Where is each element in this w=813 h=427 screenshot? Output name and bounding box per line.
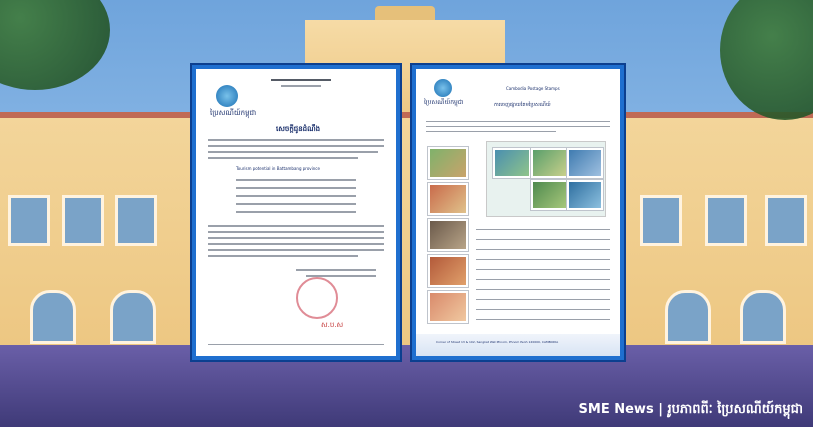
emblem-icon xyxy=(216,85,238,107)
souvenir-sheet xyxy=(486,141,606,217)
letter-text-line xyxy=(236,195,356,197)
brochure-text-line xyxy=(426,126,610,127)
letter-text-line xyxy=(208,237,384,239)
stamp-image xyxy=(531,180,569,210)
photo-caption: SME News | រូបភាពពីៈ ប្រៃសណីយ៍កម្ពុជា xyxy=(578,402,803,417)
letter-text-line xyxy=(208,157,358,159)
letter-text-line xyxy=(208,249,384,251)
window xyxy=(115,195,157,246)
emblem-icon xyxy=(434,79,452,97)
letter-text-line xyxy=(236,179,356,181)
letter-text-line xyxy=(208,243,384,245)
letter-text-line xyxy=(208,255,358,257)
official-seal xyxy=(296,277,338,319)
stamp-image xyxy=(567,180,603,210)
detail-row xyxy=(476,229,610,230)
letter-org: ប្រៃសណីយ៍កម្ពុជា xyxy=(210,109,257,117)
detail-row xyxy=(476,259,610,260)
arched-window xyxy=(30,290,76,344)
brochure-title: ការចេញផ្សាយតែមប្រៃសណីយ៍ xyxy=(494,102,551,108)
letter-header-line xyxy=(281,85,321,87)
letter-text-line xyxy=(208,151,378,153)
stamp-image xyxy=(428,219,468,251)
letter-heading: សេចក្ដីជូនដំណឹង xyxy=(276,125,321,133)
window xyxy=(62,195,104,246)
stamp-image xyxy=(428,147,468,179)
detail-row xyxy=(476,319,610,320)
letter-text-line xyxy=(208,225,384,227)
stamp-brochure xyxy=(416,69,620,356)
detail-row xyxy=(476,239,610,240)
window xyxy=(640,195,682,246)
letter-text-line xyxy=(236,187,356,189)
stamp-image xyxy=(531,148,569,178)
window xyxy=(765,195,807,246)
detail-row xyxy=(476,249,610,250)
arched-window xyxy=(740,290,786,344)
letter-header-line xyxy=(271,79,331,81)
detail-row xyxy=(476,279,610,280)
stamp-image xyxy=(428,255,468,287)
letter-document xyxy=(196,69,396,356)
letter-text-line xyxy=(236,203,356,205)
detail-row xyxy=(476,309,610,310)
letter-text-line xyxy=(296,269,376,271)
stamp-image xyxy=(428,183,468,215)
arched-window xyxy=(665,290,711,344)
letter-text-line xyxy=(208,139,384,141)
stamp-image xyxy=(493,148,531,178)
letter-text-line xyxy=(236,211,356,213)
brochure-org-en: Cambodia Postage Stamps xyxy=(506,86,560,91)
brochure-text-line xyxy=(426,131,556,132)
stamp-image xyxy=(428,291,468,323)
letter-text-line xyxy=(208,231,384,233)
letter-footer-line xyxy=(208,344,384,345)
detail-row xyxy=(476,299,610,300)
window xyxy=(705,195,747,246)
letter-subject: Tourism potential in Battambang province xyxy=(236,166,320,171)
arched-window xyxy=(110,290,156,344)
window xyxy=(8,195,50,246)
letter-signature: ស.ប.ស xyxy=(321,321,344,329)
brochure-footer-text: Corner of Street 13 & 102, Sangkat Wat Phnom, Phnom Penh 120000, CAMBODIA xyxy=(436,340,559,344)
brochure-org: ប្រៃសណីយ៍កម្ពុជា xyxy=(424,99,464,106)
letter-text-line xyxy=(208,145,384,147)
brochure-text-line xyxy=(426,121,610,122)
brochure-footer xyxy=(416,334,620,356)
stamp-image xyxy=(567,148,603,178)
detail-row xyxy=(476,289,610,290)
detail-row xyxy=(476,269,610,270)
